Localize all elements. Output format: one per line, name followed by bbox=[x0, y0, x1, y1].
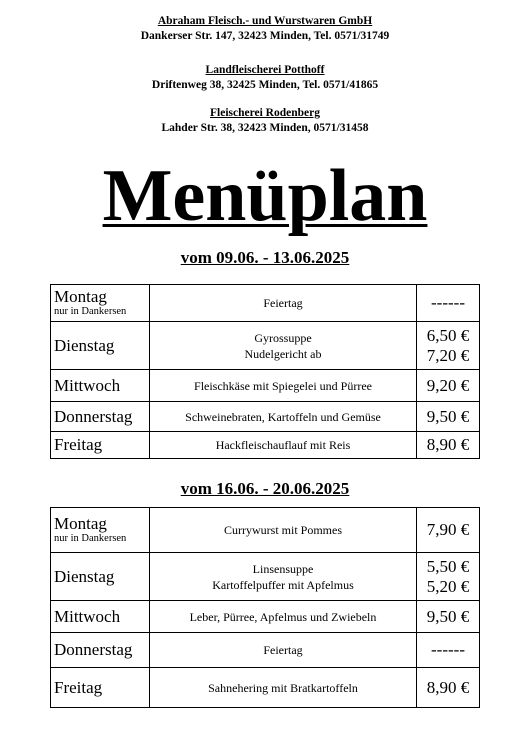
price-cell bbox=[417, 633, 480, 668]
dish-cell bbox=[150, 432, 417, 459]
business-name: Abraham Fleisch.- und Wurstwaren GmbH bbox=[157, 15, 373, 27]
dish-line: Fleischkäse mit Spiegelei und Pürree bbox=[194, 378, 372, 393]
dish-cell bbox=[150, 633, 417, 668]
business-name: Fleischerei Rodenberg bbox=[210, 107, 320, 119]
price-cell bbox=[417, 432, 480, 459]
day-cell bbox=[51, 668, 150, 708]
table-row bbox=[51, 553, 480, 601]
table-row bbox=[51, 402, 480, 432]
menu-table-week-1 bbox=[50, 284, 480, 459]
price: 9,50 € bbox=[426, 406, 470, 426]
dish-line: Hackfleischauflauf mit Reis bbox=[215, 438, 351, 452]
table-row bbox=[51, 668, 480, 708]
day-name: Dienstag bbox=[54, 335, 115, 355]
page-title: Menüplan bbox=[102, 155, 428, 237]
price-cell bbox=[417, 370, 480, 402]
day-note: nur in Dankersen bbox=[54, 533, 127, 544]
price: 8,90 € bbox=[426, 677, 470, 697]
price-cell bbox=[417, 601, 480, 633]
week-1-label: vom 09.06. - 13.06.2025 bbox=[180, 248, 350, 267]
day-name: Mittwoch bbox=[54, 375, 121, 395]
day-cell bbox=[51, 432, 150, 459]
table-row bbox=[51, 432, 480, 459]
business-name: Landfleischerei Potthoff bbox=[205, 64, 325, 76]
menu-table-week-2 bbox=[50, 507, 480, 708]
business-address: Driftenweg 38, 32425 Minden, Tel. 0571/41865 bbox=[151, 79, 379, 91]
price: 7,90 € bbox=[426, 520, 470, 539]
business-header-1 bbox=[0, 14, 530, 44]
day-name: Freitag bbox=[54, 677, 103, 697]
day-cell bbox=[51, 370, 150, 402]
day-cell bbox=[51, 508, 150, 553]
dish-cell bbox=[150, 402, 417, 432]
day-name: Montag bbox=[54, 514, 107, 533]
table-row bbox=[51, 285, 480, 322]
dish-cell bbox=[150, 553, 417, 601]
day-note: nur in Dankersen bbox=[54, 306, 127, 317]
day-cell bbox=[51, 553, 150, 601]
price: 5,20 € bbox=[426, 576, 470, 596]
dish-cell bbox=[150, 285, 417, 322]
day-cell bbox=[51, 285, 150, 322]
dish-line: Schweinebraten, Kartoffeln und Gemüse bbox=[185, 409, 381, 424]
dish-cell bbox=[150, 668, 417, 708]
price: 7,20 € bbox=[426, 345, 470, 365]
day-name: Donnerstag bbox=[54, 406, 133, 426]
dish-line: Nudelgericht ab bbox=[244, 346, 322, 361]
day-cell bbox=[51, 402, 150, 432]
price-cell bbox=[417, 322, 480, 370]
price: 6,50 € bbox=[426, 325, 470, 345]
dish-cell bbox=[150, 370, 417, 402]
dish-line: Linsensuppe bbox=[252, 561, 314, 576]
day-cell bbox=[51, 633, 150, 668]
dish-line: Leber, Pürree, Apfelmus und Zwiebeln bbox=[189, 609, 377, 624]
price: 5,50 € bbox=[426, 556, 470, 576]
day-name: Dienstag bbox=[54, 566, 115, 586]
business-header-3 bbox=[0, 106, 530, 136]
price-cell bbox=[417, 553, 480, 601]
price: 8,90 € bbox=[426, 435, 470, 454]
business-address: Dankerser Str. 147, 32423 Minden, Tel. 0571/31749 bbox=[140, 30, 390, 42]
dish-line: Sahnehering mit Bratkartoffeln bbox=[208, 680, 358, 695]
dish-line: Feiertag bbox=[263, 296, 303, 310]
dish-cell bbox=[150, 601, 417, 633]
price: 9,50 € bbox=[426, 606, 470, 626]
business-address: Lahder Str. 38, 32423 Minden, 0571/31458 bbox=[161, 122, 369, 134]
price-cell bbox=[417, 508, 480, 553]
table-row bbox=[51, 633, 480, 668]
dish-line: Currywurst mit Pommes bbox=[223, 523, 342, 537]
price: 9,20 € bbox=[426, 375, 470, 395]
price-cell bbox=[417, 285, 480, 322]
price-cell bbox=[417, 668, 480, 708]
dish-cell bbox=[150, 322, 417, 370]
price-cell bbox=[417, 402, 480, 432]
dish-line: Gyrossuppe bbox=[254, 330, 312, 345]
day-name: Mittwoch bbox=[54, 606, 121, 626]
day-name: Freitag bbox=[54, 435, 103, 454]
price: ------ bbox=[431, 640, 465, 659]
table-row bbox=[51, 322, 480, 370]
table-row bbox=[51, 370, 480, 402]
business-header-2 bbox=[0, 63, 530, 93]
table-row bbox=[51, 601, 480, 633]
dish-cell bbox=[150, 508, 417, 553]
price: ------ bbox=[431, 293, 465, 312]
week-2-label: vom 16.06. - 20.06.2025 bbox=[180, 479, 350, 498]
day-cell bbox=[51, 601, 150, 633]
day-cell bbox=[51, 322, 150, 370]
day-name: Donnerstag bbox=[54, 640, 133, 659]
table-row bbox=[51, 508, 480, 553]
dish-line: Kartoffelpuffer mit Apfelmus bbox=[212, 577, 354, 592]
dish-line: Feiertag bbox=[263, 643, 303, 657]
day-name: Montag bbox=[54, 287, 107, 306]
